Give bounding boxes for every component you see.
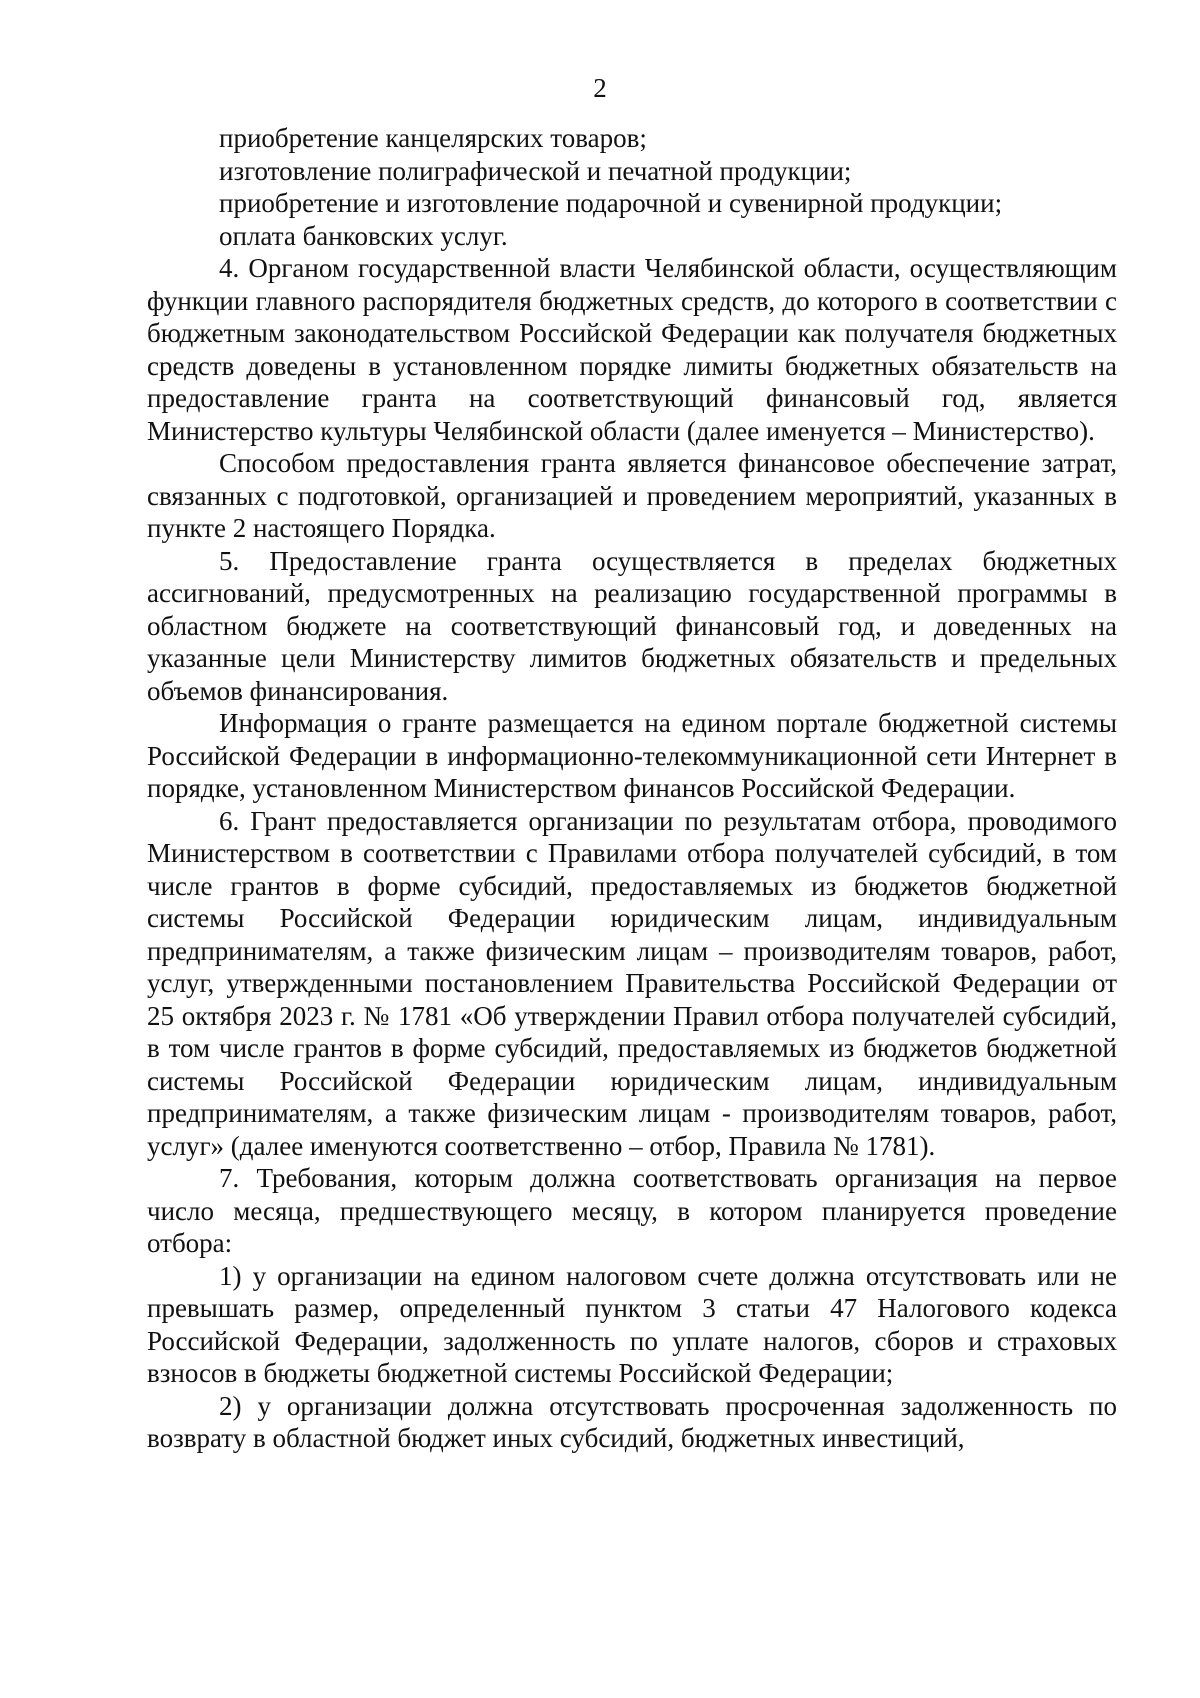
page-number: 2 [593, 73, 607, 103]
paragraph-item-5: 5. Предоставление гранта осуществляется в пределах бюджетных ассигнований, предусмотренных на реализацию государственной программы в областном бюджете на соответствующий финансовый год, и доведенных на указанные цели Министерству лимитов бюджетных обязательств и предельных объемов финансирования. [147, 545, 1117, 706]
list-item: оплата банковских услуг. [219, 220, 508, 251]
paragraph-item-6: 6. Грант предоставляется организации по результатам отбора, проводимого Министерством в соответствии с Правилами отбора получателей субсидий, в том числе грантов в форме субсидий, предоставляемых из бюджетов бюджетной системы Российской Федерации юридическим лицам, индивидуальным предпринимателям, а также физическим лицам – производителям товаров, работ, услуг, утвержденными постановлением Правительства Российской Федерации от 25 октября 2023 г. № 1781 «Об утверждении Правил отбора получателей субсидий, в том числе грантов в форме субсидий, предоставляемых из бюджетов бюджетной системы Российской Федерации юридическим лицам, индивидуальным предпринимателям, а также физическим лицам - производителям товаров, работ, услуг» (далее именуются соответственно – отбор, Правила № 1781). [147, 805, 1117, 1161]
paragraph-item-4: 4. Органом государственной власти Челябинской области, осуществляющим функции главного распорядителя бюджетных средств, до которого в соответствии с бюджетным законодательством Российской Федерации как получателя бюджетных средств доведены в установленном порядке лимиты бюджетных обязательств на предоставление гранта на соответствующий финансовый год, является Министерство культуры Челябинской области (далее именуется – Министерство). [147, 253, 1117, 446]
paragraph-subitem-1: 1) у организации на едином налоговом счете должна отсутствовать или не превышать размер, определенный пунктом 3 статьи 47 Налогового кодекса Российской Федерации, задолженность по уплате налогов, сборов и страховых взносов в бюджеты бюджетной системы Российской Федерации; [147, 1260, 1117, 1388]
list-item: приобретение и изготовление подарочной и сувенирной продукции; [219, 188, 1003, 218]
list-item: изготовление полиграфической и печатной продукции; [219, 155, 852, 186]
paragraph-grant-method: Способом предоставления гранта является финансовое обеспечение затрат, связанных с подготовкой, организацией и проведением мероприятий, указанных в пункте 2 настоящего Порядка. [147, 448, 1117, 543]
paragraph-item-7: 7. Требования, которым должна соответствовать организация на первое число месяца, предшествующего месяцу, в котором планируется проведение отбора: [147, 1163, 1117, 1258]
paragraph-subitem-2: 2) у организации должна отсутствовать просроченная задолженность по возврату в областной бюджет иных субсидий, бюджетных инвестиций, [147, 1390, 1117, 1453]
document-body [147, 122, 1117, 1455]
list-item: приобретение канцелярских товаров; [219, 123, 647, 153]
paragraph-grant-info: Информация о гранте размещается на едином портале бюджетной системы Российской Федерации в информационно-телекоммуникационной сети Интернет в порядке, установленном Министерством финансов Российской Федерации. [147, 708, 1117, 803]
